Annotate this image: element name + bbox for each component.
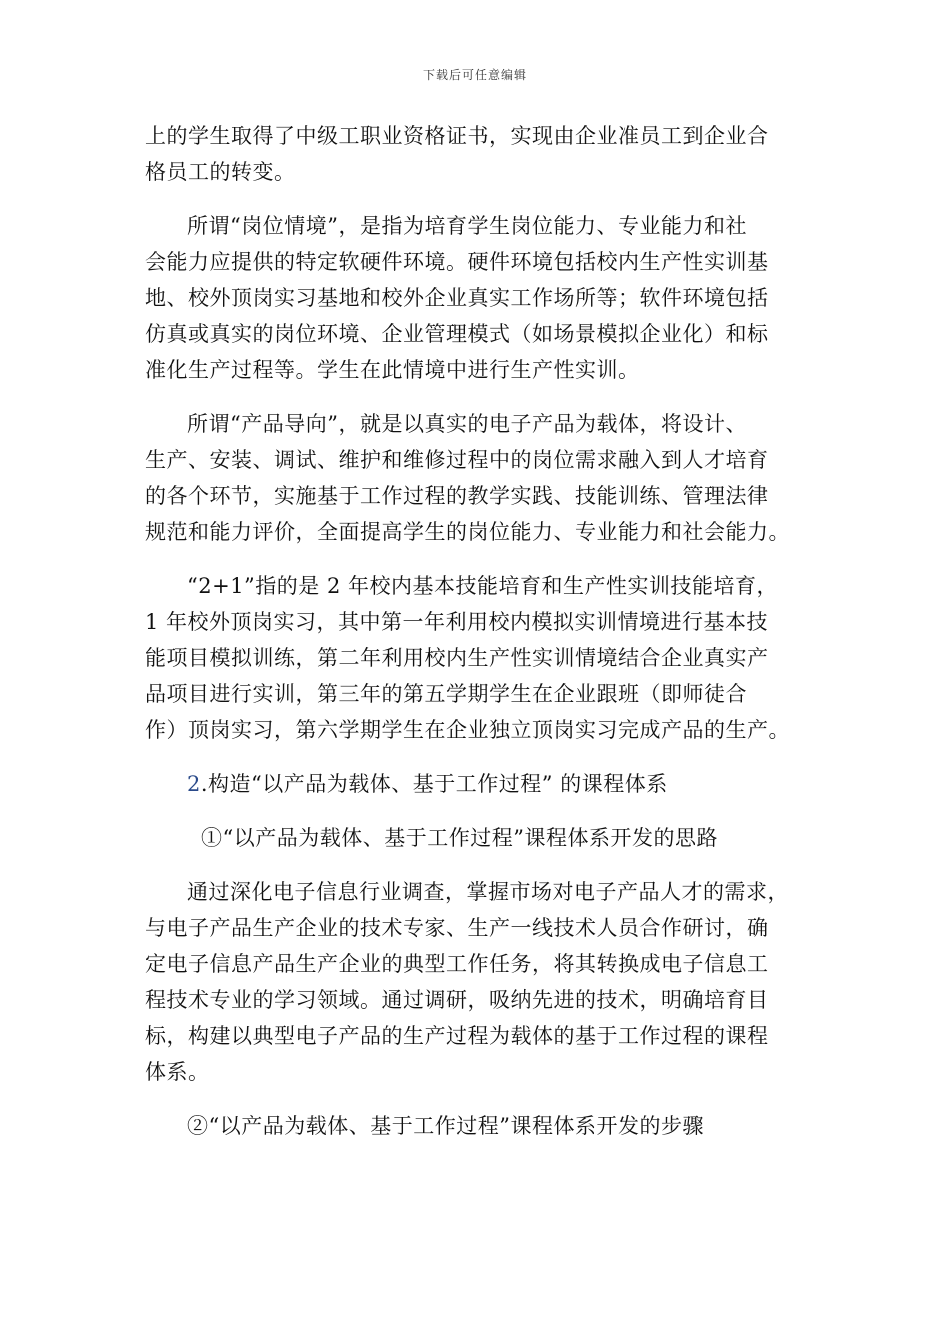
text-line: 1 年校外顶岗实习，其中第一年利用校内模拟实训情境进行基本技: [145, 610, 769, 634]
text-line: 能项目模拟训练，第二年利用校内生产性实训情境结合企业真实产: [145, 646, 769, 670]
subheading-2: [145, 1108, 810, 1144]
text-line: 准化生产过程等。学生在此情境中进行生产性实训。: [145, 358, 640, 382]
text-line: 定电子信息产品生产企业的典型工作任务，将其转换成电子信息工: [145, 952, 769, 976]
subheading-1: [145, 820, 810, 856]
text-line: 的各个环节，实施基于工作过程的教学实践、技能训练、管理法律: [145, 484, 769, 508]
heading-text: .构造“以产品为载体、基于工作过程” 的课程体系: [200, 772, 668, 796]
text-line: 规范和能力评价，全面提高学生的岗位能力、专业能力和社会能力。: [145, 520, 790, 544]
paragraph-4: [145, 568, 810, 748]
heading-line: ②“以产品为载体、基于工作过程”课程体系开发的步骤: [187, 1114, 704, 1138]
paragraph-1: [145, 118, 810, 190]
text-line: 与电子产品生产企业的技术专家、生产一线技术人员合作研讨，确: [145, 916, 769, 940]
text-line: 通过深化电子信息行业调查，掌握市场对电子产品人才的需求，: [187, 880, 789, 904]
page-header: 下载后可任意编辑: [422, 68, 527, 82]
text-line: 作）顶岗实习，第六学期学生在企业独立顶岗实习完成产品的生产。: [145, 718, 790, 742]
heading-line: [145, 766, 810, 802]
text-line: 所谓“产品导向”，就是以真实的电子产品为载体，将设计、: [187, 412, 747, 436]
text-line: 仿真或真实的岗位环境、企业管理模式（如场景模拟企业化）和标: [145, 322, 769, 346]
text-line: 标，构建以典型电子产品的生产过程为载体的基于工作过程的课程: [145, 1024, 769, 1048]
heading-number: 2: [187, 772, 201, 796]
text-line: 上的学生取得了中级工职业资格证书，实现由企业准员工到企业合: [145, 124, 769, 148]
text-line: 所谓“岗位情境”，是指为培育学生岗位能力、专业能力和社: [187, 214, 747, 238]
text-line: 地、校外顶岗实习基地和校外企业真实工作场所等；软件环境包括: [145, 286, 769, 310]
text-line: 生产、安装、调试、维护和维修过程中的岗位需求融入到人才培育: [145, 448, 769, 472]
paragraph-5: [145, 874, 810, 1090]
paragraph-3: [145, 406, 810, 550]
text-line: 程技术专业的学习领域。通过调研，吸纳先进的技术，明确培育目: [145, 988, 769, 1012]
text-line: 会能力应提供的特定软硬件环境。硬件环境包括校内生产性实训基: [145, 250, 769, 274]
heading-line: ①“以产品为载体、基于工作过程”课程体系开发的思路: [201, 826, 718, 850]
text-line: 体系。: [145, 1060, 210, 1084]
paragraph-2: [145, 208, 810, 388]
section-heading-2: [145, 766, 810, 802]
document-body: [145, 118, 810, 1162]
text-line: 品项目进行实训，第三年的第五学期学生在企业跟班（即师徒合: [145, 682, 747, 706]
text-line: “2+1”指的是 2 年校内基本技能培育和生产性实训技能培育，: [187, 574, 778, 598]
text-line: 格员工的转变。: [145, 160, 296, 184]
